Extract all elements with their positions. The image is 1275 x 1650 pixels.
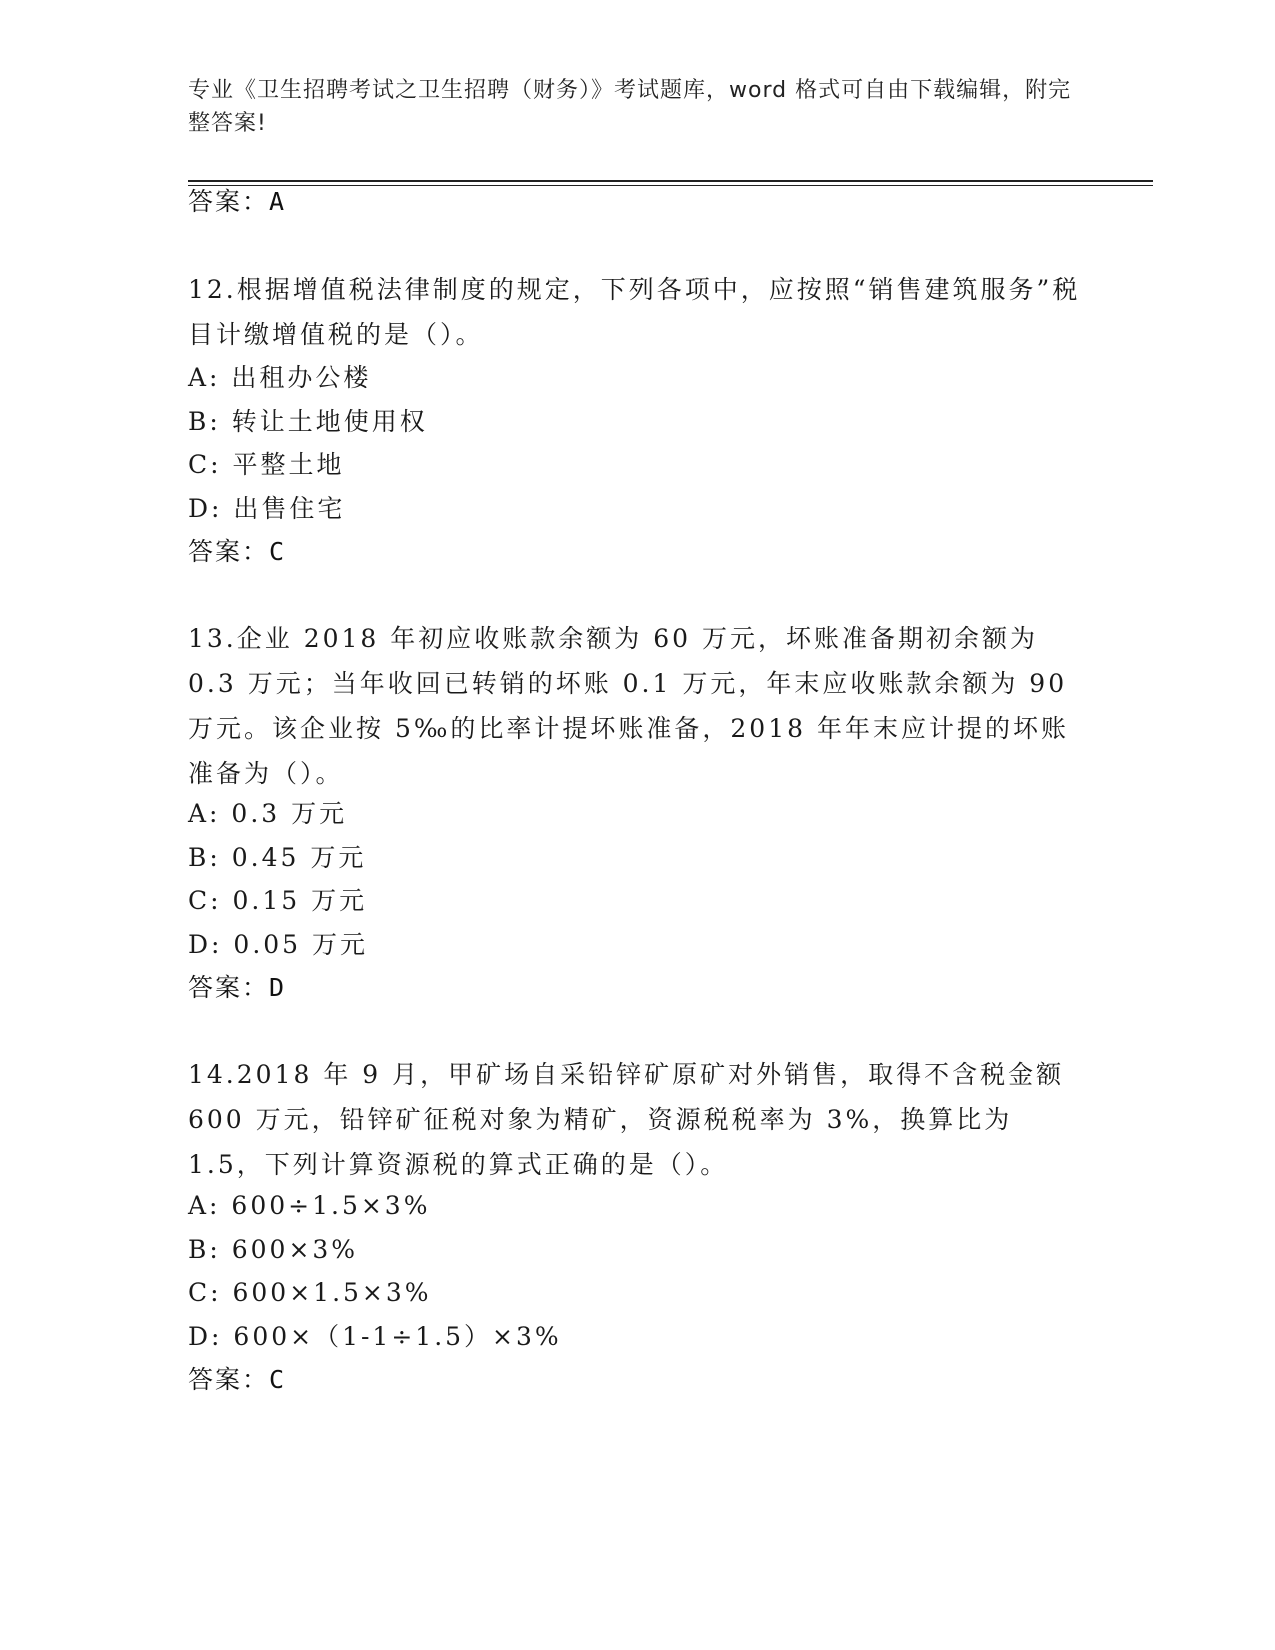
answer-line [188,535,286,569]
option-c: C: 平整土地 [188,450,345,479]
option-d: D: 出售住宅 [188,494,346,523]
option-b: B: 600×3% [188,1235,359,1264]
option-d: D: 600×（1-1÷1.5）×3% [188,1322,562,1351]
answer-label: 答案： [188,537,270,566]
answer-value: C [269,537,287,566]
answer-line [188,1363,286,1397]
header-divider-thin [188,185,1153,186]
document-header: 专业《卫生招聘考试之卫生招聘（财务）》考试题库，word 格式可自由下载编辑，附完整答案! [188,78,1072,136]
option-a: A: 600÷1.5×3% [188,1191,431,1220]
question-stem: 13.企业 2018 年初应收账款余额为 60 万元，坏账准备期初余额为 0.3 万元；当年收回已转销的坏账 0.1 万元，年末应收账款余额为 90 万元。该企业按 5‰的比率计提坏账准备，2018 年年末应计提的坏账准备为（）。 [188,624,1069,788]
option-c: C: 0.15 万元 [188,886,368,915]
answer-value: C [269,1365,287,1394]
answer-label: 答案： [188,1365,270,1394]
question-stem: 14.2018 年 9 月，甲矿场自采铅锌矿原矿对外销售，取得不含税金额 600 万元，铅锌矿征税对象为精矿，资源税税率为 3%，换算比为 1.5，下列计算资源税的算式正确的是（）。 [188,1060,1065,1179]
option-b: B: 0.45 万元 [188,843,367,872]
option-d: D: 0.05 万元 [188,930,369,959]
option-a: A: 出租办公楼 [188,363,372,392]
answer-value: A [269,187,287,216]
answer-label: 答案： [188,973,270,1002]
question-stem: 12.根据增值税法律制度的规定，下列各项中，应按照“销售建筑服务”税目计缴增值税的是（）。 [188,275,1081,349]
header-divider [188,180,1153,182]
answer-label: 答案： [188,187,270,216]
answer-line [188,185,286,219]
option-c: C: 600×1.5×3% [188,1278,432,1307]
option-b: B: 转让土地使用权 [188,407,428,436]
answer-value: D [269,973,287,1002]
answer-line [188,971,286,1005]
option-a: A: 0.3 万元 [188,799,348,828]
